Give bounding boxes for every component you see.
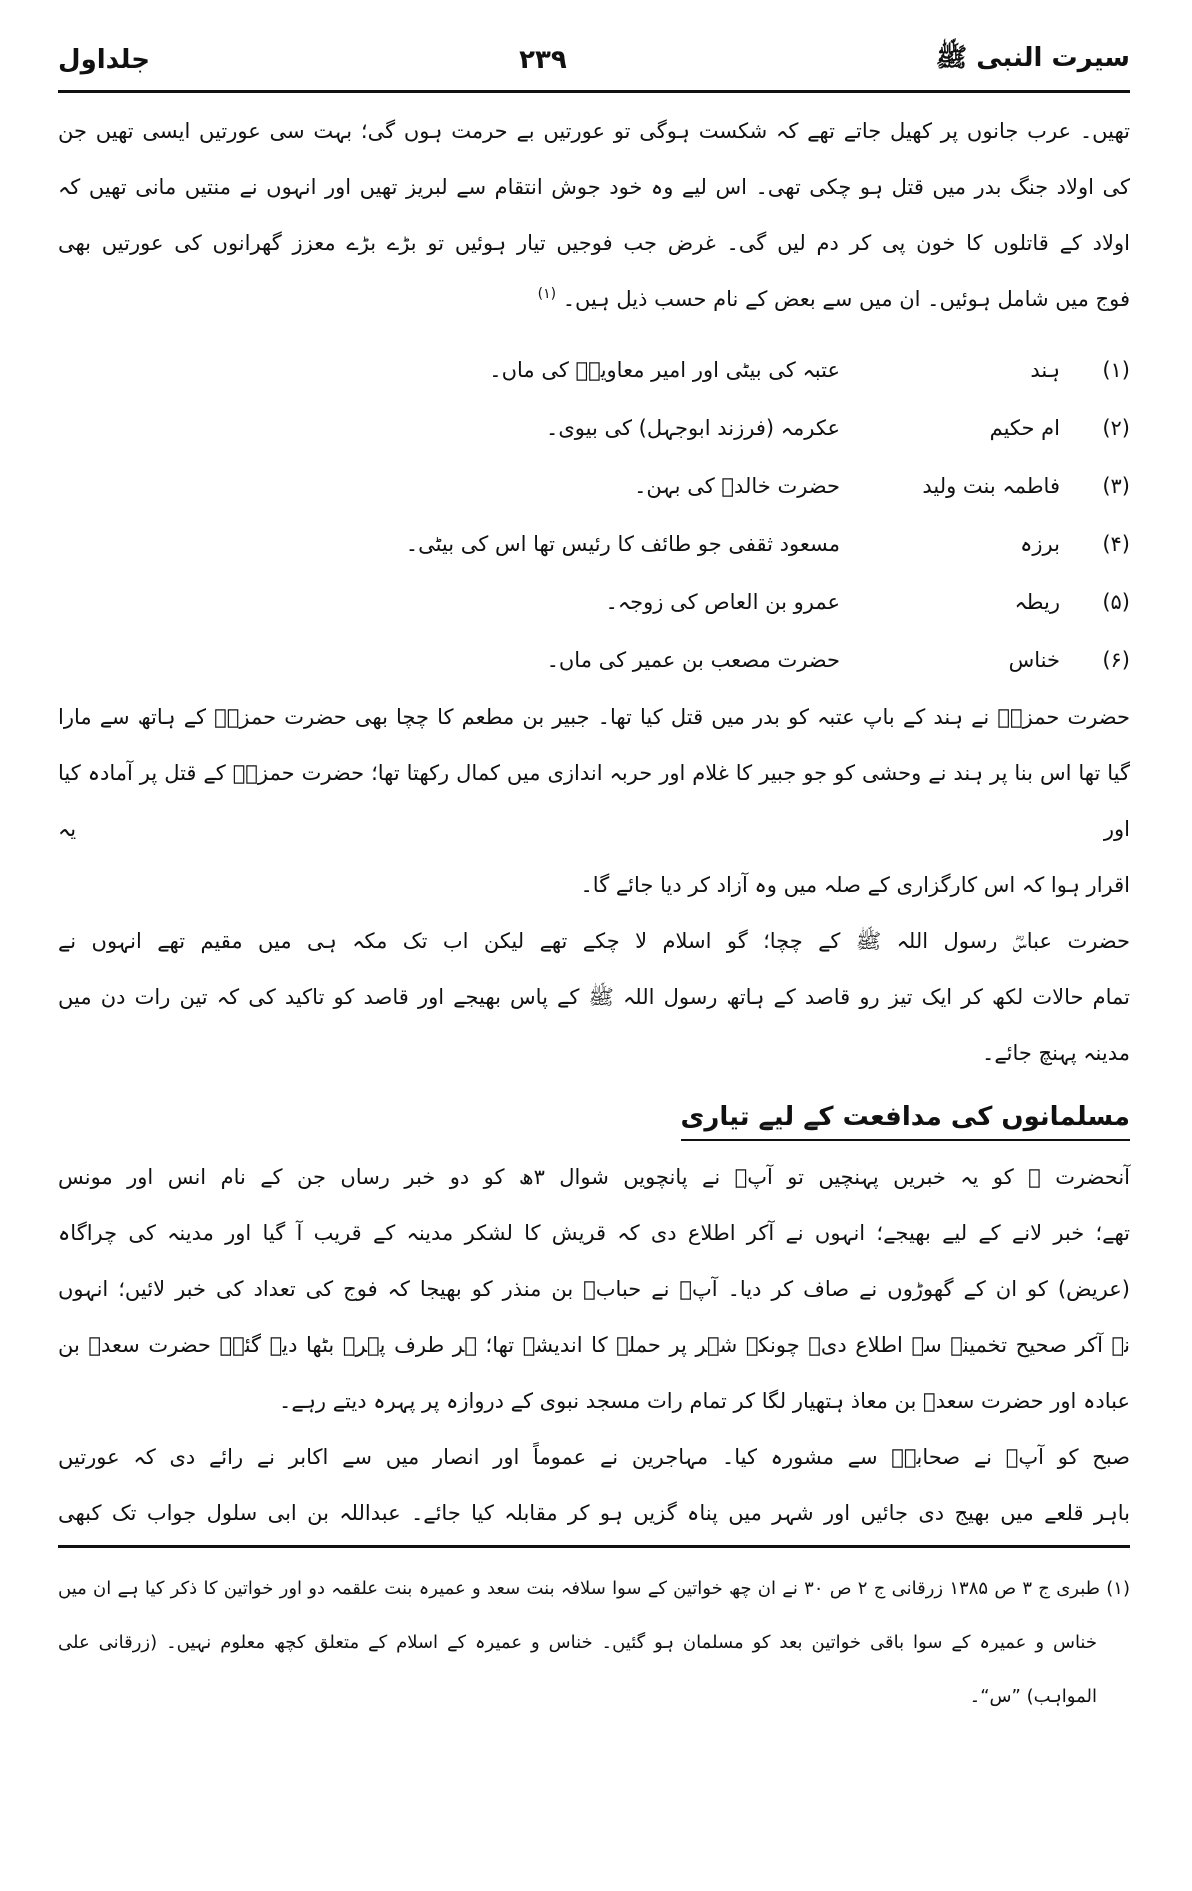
list-item	[58, 341, 1130, 399]
list-item	[58, 457, 1130, 515]
list-desc: حضرت مصعب بن عمیر کی ماں۔	[546, 648, 840, 672]
list-number: (۳)	[1102, 474, 1130, 498]
text-line-content: فوج میں شامل ہوئیں۔ ان میں سے بعض کے نام حسب ذیل ہیں۔	[562, 287, 1130, 311]
text-line: صبح کو آپؐ نے صحابہؓ سے مشورہ کیا۔ مہاجرین نے عموماً اور انصار میں سے اکابر نے رائے دی کہ عورتیں	[58, 1445, 1130, 1469]
text-line: (عریض) کو ان کے گھوڑوں نے صاف کر دیا۔ آپؐ نے حبابؓ بن منذر کو بھیجا کہ فوج کی تعداد کی خبر لائیں؛ انہوں	[58, 1277, 1130, 1301]
list-name: ہند	[1030, 358, 1060, 382]
text-line: گیا تھا اس بنا پر ہند نے وحشی کو جو جبیر کا غلام اور حربہ اندازی میں کمال رکھتا تھا؛ حضرت حمزہؓ کے قتل پر آمادہ کیا اور یہ	[58, 761, 1130, 841]
footnote-line: المواہب) ”س“۔	[969, 1686, 1097, 1707]
text-line	[58, 271, 1130, 327]
running-title: سیرت النبی ﷺ	[935, 43, 1130, 73]
text-line: عبادہ اور حضرت سعدؓ بن معاذ ہتھیار لگا کر تمام رات مسجد نبوی کے دروازہ پر پہرہ دیتے رہے۔	[279, 1389, 1130, 1413]
list-name: فاطمہ بنت ولید	[922, 474, 1060, 498]
text-line: کی اولاد جنگ بدر میں قتل ہو چکی تھی۔ اس لیے وہ خود جوش انتقام سے لبریز تھیں اور انہوں نے منتیں مانی تھیں کہ	[58, 175, 1130, 199]
list-number: (۱)	[1102, 358, 1130, 382]
section-heading-container	[58, 1081, 1130, 1149]
running-header	[58, 30, 1130, 90]
list-number: (۶)	[1102, 648, 1130, 672]
text-line: تھے؛ خبر لانے کے لیے بھیجے؛ انہوں نے آکر اطلاع دی کہ قریش کا لشکر مدینہ کے قریب آ گیا اور مدینہ کی چراگاہ	[58, 1221, 1130, 1245]
header-rule	[58, 90, 1130, 93]
text-line: حضرت حمزہؓ نے ہند کے باپ عتبہ کو بدر میں قتل کیا تھا۔ جبیر بن مطعم کا چچا بھی حضرت حمزہؓ کے ہاتھ سے مارا	[58, 705, 1130, 729]
list-name: خناس	[1008, 648, 1060, 672]
list-desc: مسعود ثقفی جو طائف کا رئیس تھا اس کی بیٹی۔	[405, 532, 840, 556]
footnote-line: (۱) طبری ج ۳ ص ۱۳۸۵ زرقانی ج ۲ ص ۳۰ نے ان چھ خواتین کے سوا سلافہ بنت سعد و عمیرہ بنت علقمہ دو اور خواتین کا ذکر کیا ہے ان میں	[58, 1578, 1130, 1599]
spacer	[58, 327, 1130, 341]
list-desc: عکرمہ (فرزند ابوجہل) کی بیوی۔	[546, 416, 840, 440]
footnote-reference: (۱)	[537, 286, 557, 302]
text-line: آنحضرت ﷺ کو یہ خبریں پہنچیں تو آپؐ نے پانچویں شوال ۳ھ کو دو خبر رساں جن کے نام انس اور مونس	[58, 1165, 1131, 1189]
text-line: تمام حالات لکھ کر ایک تیز رو قاصد کے ہاتھ رسول اللہ ﷺ کے پاس بھیجے اور قاصد کو تاکید کی کہ تین رات دن میں	[58, 985, 1130, 1009]
page-number: ۲۳۹	[519, 45, 567, 75]
list-item	[58, 515, 1130, 573]
footnote-line: خناس و عمیرہ کے سوا باقی خواتین بعد کو مسلمان ہو گئیں۔ خناس و عمیرہ کے اسلام کے متعلق کچھ معلوم نہیں۔ (زرقانی علی	[58, 1632, 1097, 1653]
text-line: تھیں۔ عرب جانوں پر کھیل جاتے تھے کہ شکست ہوگی تو عورتیں بے حرمت ہوں گی؛ بہت سی عورتیں ایسی تھیں جن	[58, 119, 1130, 143]
footnote-rule	[58, 1545, 1130, 1548]
text-line: حضرت عباسؓ رسول اللہ ﷺ کے چچا؛ گو اسلام لا چکے تھے لیکن اب تک مکہ ہی میں مقیم تھے انہوں نے	[58, 929, 1130, 953]
list-item	[58, 399, 1130, 457]
list-desc: عمرو بن العاص کی زوجہ۔	[605, 590, 840, 614]
list-desc: عتبہ کی بیٹی اور امیر معاویہؓ کی ماں۔	[489, 358, 840, 382]
list-desc: حضرت خالدؓ کی بہن۔	[634, 474, 840, 498]
list-item	[58, 573, 1130, 631]
list-name: برزہ	[1020, 532, 1060, 556]
list-name: ریطہ	[1014, 590, 1060, 614]
text-line: اقرار ہوا کہ اس کارگزاری کے صلہ میں وہ آزاد کر دیا جائے گا۔	[580, 873, 1130, 897]
list-name: ام حکیم	[989, 416, 1060, 440]
list-number: (۴)	[1102, 532, 1130, 556]
text-line: باہر قلعے میں بھیج دی جائیں اور شہر میں پناہ گزیں ہو کر مقابلہ کیا جائے۔ عبداللہ بن ابی سلول جواب تک کبھی	[58, 1501, 1130, 1525]
text-line: اولاد کے قاتلوں کا خون پی کر دم لیں گی۔ غرض جب فوجیں تیار ہوئیں تو بڑے بڑے معزز گھرانوں کی عورتیں بھی	[58, 231, 1130, 255]
text-line: نے آکر صحیح تخمینہ سے اطلاع دی۔ چونکہ شہر پر حملہ کا اندیشہ تھا؛ ہر طرف پہرے بٹھا دیے گئے۔ حضرت سعدؓ بن	[58, 1333, 1130, 1357]
volume-label: جلداول	[58, 45, 151, 75]
list-item	[58, 631, 1130, 689]
list-number: (۵)	[1102, 590, 1130, 614]
list-number: (۲)	[1102, 416, 1130, 440]
text-line: مدینہ پہنچ جائے۔	[982, 1041, 1130, 1065]
section-heading: مسلمانوں کی مدافعت کے لیے تیاری	[681, 1095, 1130, 1141]
